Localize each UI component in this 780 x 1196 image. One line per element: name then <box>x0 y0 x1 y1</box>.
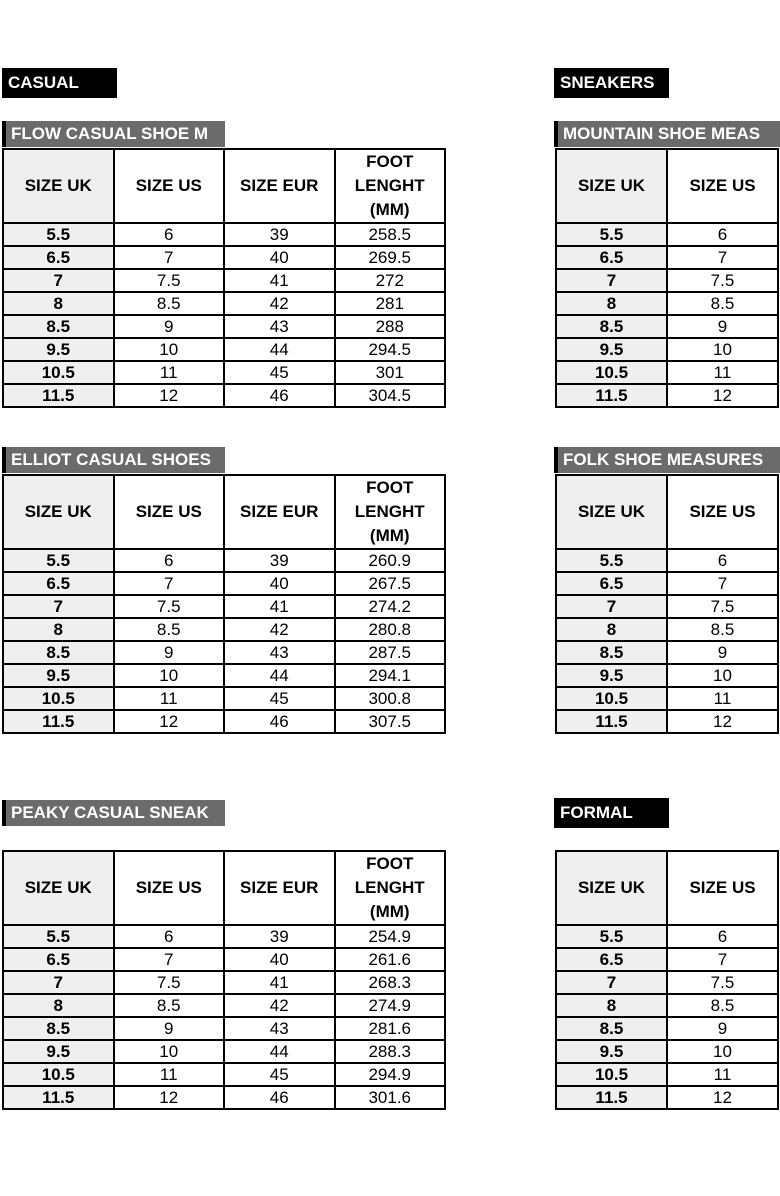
table-row <box>556 595 778 618</box>
cell-size-eur: 39 <box>224 223 335 246</box>
cell-size-uk: 6.5 <box>556 572 667 595</box>
cell-size-uk: 7 <box>3 971 114 994</box>
table-row <box>3 223 445 246</box>
table-row <box>556 246 778 269</box>
table-row <box>3 971 445 994</box>
table-row <box>556 687 778 710</box>
cell-size-uk: 8 <box>3 994 114 1017</box>
size-table-formal <box>555 850 779 1110</box>
table-row <box>556 384 778 407</box>
cell-size-us: 11 <box>667 1063 778 1086</box>
cell-size-uk: 7 <box>556 971 667 994</box>
cell-size-uk: 11.5 <box>556 1086 667 1109</box>
cell-size-uk: 7 <box>3 595 114 618</box>
cell-size-uk: 8 <box>556 994 667 1017</box>
cell-size-eur: 41 <box>224 971 335 994</box>
size-table-mountain <box>555 148 779 408</box>
cell-size-eur: 40 <box>224 246 335 269</box>
table-row <box>3 315 445 338</box>
cell-size-uk: 10.5 <box>556 1063 667 1086</box>
cell-foot-length: 281 <box>335 292 446 315</box>
cell-foot-length: 274.2 <box>335 595 446 618</box>
cell-size-us: 8.5 <box>114 292 225 315</box>
header-row <box>556 475 778 549</box>
cell-size-us: 7 <box>667 948 778 971</box>
cell-size-us: 10 <box>667 1040 778 1063</box>
cell-size-us: 8.5 <box>667 618 778 641</box>
table-row <box>3 246 445 269</box>
cell-size-uk: 8 <box>3 618 114 641</box>
column-header-size-uk: SIZE UK <box>556 149 667 223</box>
cell-size-eur: 46 <box>224 1086 335 1109</box>
cell-foot-length: 288 <box>335 315 446 338</box>
cell-size-us: 7 <box>667 246 778 269</box>
cell-foot-length: 268.3 <box>335 971 446 994</box>
cell-size-us: 8.5 <box>667 292 778 315</box>
cell-size-eur: 45 <box>224 361 335 384</box>
column-header-size-uk: SIZE UK <box>3 475 114 549</box>
cell-foot-length: 281.6 <box>335 1017 446 1040</box>
column-header-size-uk: SIZE UK <box>556 475 667 549</box>
cell-size-uk: 10.5 <box>556 687 667 710</box>
cell-size-us: 10 <box>667 664 778 687</box>
table-row <box>556 315 778 338</box>
cell-size-us: 9 <box>667 1017 778 1040</box>
cell-size-eur: 42 <box>224 292 335 315</box>
table-row <box>3 925 445 948</box>
cell-size-us: 10 <box>114 1040 225 1063</box>
cell-size-us: 6 <box>667 223 778 246</box>
cell-size-uk: 10.5 <box>556 361 667 384</box>
cell-size-uk: 9.5 <box>556 338 667 361</box>
cell-size-uk: 9.5 <box>3 1040 114 1063</box>
cell-size-uk: 5.5 <box>556 223 667 246</box>
cell-size-us: 11 <box>114 361 225 384</box>
table-row <box>3 994 445 1017</box>
cell-foot-length: 301.6 <box>335 1086 446 1109</box>
cell-foot-length: 274.9 <box>335 994 446 1017</box>
cell-size-uk: 5.5 <box>556 925 667 948</box>
column-header-size-us: SIZE US <box>114 851 225 925</box>
cell-size-uk: 9.5 <box>556 664 667 687</box>
cell-size-uk: 8 <box>3 292 114 315</box>
column-header-size-uk: SIZE UK <box>3 149 114 223</box>
cell-size-uk: 6.5 <box>3 948 114 971</box>
category-label-formal: FORMAL <box>554 798 669 828</box>
table-row <box>556 618 778 641</box>
header-row <box>3 851 445 925</box>
cell-size-uk: 8 <box>556 618 667 641</box>
cell-size-uk: 6.5 <box>3 246 114 269</box>
cell-size-eur: 43 <box>224 641 335 664</box>
cell-size-us: 7.5 <box>667 971 778 994</box>
table-row <box>3 338 445 361</box>
table-row <box>3 361 445 384</box>
cell-size-us: 9 <box>114 315 225 338</box>
table-row <box>3 549 445 572</box>
table-row <box>3 710 445 733</box>
cell-size-uk: 8.5 <box>3 1017 114 1040</box>
cell-size-us: 10 <box>114 664 225 687</box>
cell-size-us: 11 <box>667 361 778 384</box>
cell-size-us: 11 <box>114 1063 225 1086</box>
table-row <box>556 1086 778 1109</box>
cell-size-uk: 8.5 <box>3 315 114 338</box>
cell-foot-length: 267.5 <box>335 572 446 595</box>
cell-size-uk: 11.5 <box>3 1086 114 1109</box>
cell-size-uk: 6.5 <box>556 948 667 971</box>
cell-size-uk: 8.5 <box>3 641 114 664</box>
cell-size-us: 7 <box>114 246 225 269</box>
cell-size-uk: 11.5 <box>556 384 667 407</box>
cell-size-eur: 44 <box>224 1040 335 1063</box>
cell-size-eur: 41 <box>224 269 335 292</box>
cell-size-uk: 7 <box>556 269 667 292</box>
column-header-size-uk: SIZE UK <box>3 851 114 925</box>
cell-size-uk: 5.5 <box>556 549 667 572</box>
cell-size-uk: 8 <box>556 292 667 315</box>
cell-size-eur: 42 <box>224 994 335 1017</box>
size-table-elliot <box>2 474 446 734</box>
cell-size-uk: 11.5 <box>556 710 667 733</box>
cell-size-us: 7.5 <box>667 269 778 292</box>
cell-size-us: 8.5 <box>667 994 778 1017</box>
cell-foot-length: 300.8 <box>335 687 446 710</box>
cell-foot-length: 258.5 <box>335 223 446 246</box>
cell-size-eur: 45 <box>224 1063 335 1086</box>
cell-size-us: 6 <box>667 549 778 572</box>
cell-size-us: 9 <box>114 1017 225 1040</box>
table-row <box>556 994 778 1017</box>
cell-size-uk: 9.5 <box>3 338 114 361</box>
cell-foot-length: 261.6 <box>335 948 446 971</box>
table-row <box>556 223 778 246</box>
cell-size-us: 6 <box>114 925 225 948</box>
cell-size-uk: 6.5 <box>556 246 667 269</box>
category-label-casual: CASUAL <box>2 68 117 98</box>
column-header-size-us: SIZE US <box>667 149 778 223</box>
table-row <box>556 664 778 687</box>
table-row <box>556 572 778 595</box>
cell-size-eur: 43 <box>224 315 335 338</box>
column-header-size-us: SIZE US <box>667 851 778 925</box>
cell-size-us: 12 <box>667 1086 778 1109</box>
cell-foot-length: 254.9 <box>335 925 446 948</box>
cell-size-us: 12 <box>114 384 225 407</box>
table-row <box>3 1017 445 1040</box>
table-row <box>3 1086 445 1109</box>
cell-size-uk: 8.5 <box>556 1017 667 1040</box>
table-row <box>3 687 445 710</box>
table-title-folk: FOLK SHOE MEASURES <box>554 447 780 473</box>
column-header-size-us: SIZE US <box>114 149 225 223</box>
table-row <box>556 549 778 572</box>
cell-size-uk: 10.5 <box>3 687 114 710</box>
cell-size-eur: 46 <box>224 710 335 733</box>
cell-size-us: 7.5 <box>114 971 225 994</box>
size-table-peaky <box>2 850 446 1110</box>
cell-foot-length: 294.9 <box>335 1063 446 1086</box>
table-title-flow: FLOW CASUAL SHOE M <box>2 121 225 147</box>
column-header-size-eur: SIZE EUR <box>224 851 335 925</box>
table-row <box>3 664 445 687</box>
cell-size-eur: 42 <box>224 618 335 641</box>
table-row <box>3 618 445 641</box>
cell-foot-length: 260.9 <box>335 549 446 572</box>
table-row <box>3 948 445 971</box>
table-row <box>3 1040 445 1063</box>
cell-size-us: 7.5 <box>667 595 778 618</box>
cell-foot-length: 287.5 <box>335 641 446 664</box>
cell-size-eur: 40 <box>224 572 335 595</box>
table-row <box>3 572 445 595</box>
cell-foot-length: 294.1 <box>335 664 446 687</box>
cell-size-eur: 44 <box>224 664 335 687</box>
header-row <box>556 851 778 925</box>
cell-size-us: 7 <box>114 572 225 595</box>
category-label-sneakers: SNEAKERS <box>554 68 669 98</box>
cell-size-eur: 39 <box>224 925 335 948</box>
table-title-peaky: PEAKY CASUAL SNEAK <box>2 800 225 826</box>
cell-size-uk: 6.5 <box>3 572 114 595</box>
cell-size-eur: 40 <box>224 948 335 971</box>
cell-size-uk: 8.5 <box>556 641 667 664</box>
cell-size-uk: 9.5 <box>556 1040 667 1063</box>
cell-size-eur: 44 <box>224 338 335 361</box>
column-header-size-us: SIZE US <box>114 475 225 549</box>
cell-size-eur: 41 <box>224 595 335 618</box>
cell-size-eur: 43 <box>224 1017 335 1040</box>
table-row <box>3 595 445 618</box>
cell-foot-length: 288.3 <box>335 1040 446 1063</box>
cell-size-us: 12 <box>114 1086 225 1109</box>
table-row <box>556 292 778 315</box>
table-row <box>556 710 778 733</box>
table-row <box>556 1017 778 1040</box>
size-table-folk <box>555 474 779 734</box>
table-row <box>3 1063 445 1086</box>
cell-foot-length: 269.5 <box>335 246 446 269</box>
table-row <box>556 641 778 664</box>
column-header-size-eur: SIZE EUR <box>224 475 335 549</box>
column-header-foot-length: FOOT LENGHT (MM) <box>335 475 446 549</box>
cell-foot-length: 272 <box>335 269 446 292</box>
cell-foot-length: 307.5 <box>335 710 446 733</box>
table-row <box>556 338 778 361</box>
cell-size-us: 12 <box>667 710 778 733</box>
cell-size-uk: 9.5 <box>3 664 114 687</box>
cell-size-uk: 7 <box>3 269 114 292</box>
cell-size-eur: 46 <box>224 384 335 407</box>
header-row <box>556 149 778 223</box>
header-row <box>3 149 445 223</box>
cell-size-us: 11 <box>114 687 225 710</box>
cell-size-uk: 5.5 <box>3 925 114 948</box>
cell-size-uk: 5.5 <box>3 549 114 572</box>
table-row <box>556 361 778 384</box>
cell-size-uk: 10.5 <box>3 361 114 384</box>
column-header-foot-length: FOOT LENGHT (MM) <box>335 149 446 223</box>
cell-size-eur: 39 <box>224 549 335 572</box>
table-row <box>556 269 778 292</box>
column-header-size-us: SIZE US <box>667 475 778 549</box>
cell-size-us: 6 <box>667 925 778 948</box>
cell-size-uk: 10.5 <box>3 1063 114 1086</box>
cell-size-us: 10 <box>667 338 778 361</box>
table-row <box>3 292 445 315</box>
cell-foot-length: 301 <box>335 361 446 384</box>
cell-size-us: 10 <box>114 338 225 361</box>
cell-size-uk: 11.5 <box>3 384 114 407</box>
cell-size-us: 7.5 <box>114 595 225 618</box>
cell-size-uk: 8.5 <box>556 315 667 338</box>
cell-size-us: 9 <box>114 641 225 664</box>
table-row <box>556 1040 778 1063</box>
table-row <box>556 948 778 971</box>
header-row <box>3 475 445 549</box>
cell-size-us: 8.5 <box>114 618 225 641</box>
cell-foot-length: 304.5 <box>335 384 446 407</box>
cell-foot-length: 280.8 <box>335 618 446 641</box>
cell-size-us: 11 <box>667 687 778 710</box>
column-header-size-uk: SIZE UK <box>556 851 667 925</box>
table-row <box>3 269 445 292</box>
cell-size-us: 9 <box>667 641 778 664</box>
column-header-size-eur: SIZE EUR <box>224 149 335 223</box>
column-header-foot-length: FOOT LENGHT (MM) <box>335 851 446 925</box>
cell-size-uk: 7 <box>556 595 667 618</box>
table-title-mountain: MOUNTAIN SHOE MEAS <box>554 121 780 147</box>
cell-size-us: 6 <box>114 549 225 572</box>
cell-size-us: 7 <box>114 948 225 971</box>
cell-size-us: 6 <box>114 223 225 246</box>
cell-size-uk: 5.5 <box>3 223 114 246</box>
size-table-flow <box>2 148 446 408</box>
cell-size-us: 9 <box>667 315 778 338</box>
cell-size-us: 7.5 <box>114 269 225 292</box>
cell-foot-length: 294.5 <box>335 338 446 361</box>
table-row <box>556 1063 778 1086</box>
table-row <box>556 971 778 994</box>
cell-size-us: 8.5 <box>114 994 225 1017</box>
cell-size-eur: 45 <box>224 687 335 710</box>
cell-size-us: 7 <box>667 572 778 595</box>
table-row <box>3 641 445 664</box>
cell-size-uk: 11.5 <box>3 710 114 733</box>
cell-size-us: 12 <box>114 710 225 733</box>
table-row <box>3 384 445 407</box>
cell-size-us: 12 <box>667 384 778 407</box>
table-row <box>556 925 778 948</box>
table-title-elliot: ELLIOT CASUAL SHOES <box>2 447 225 473</box>
